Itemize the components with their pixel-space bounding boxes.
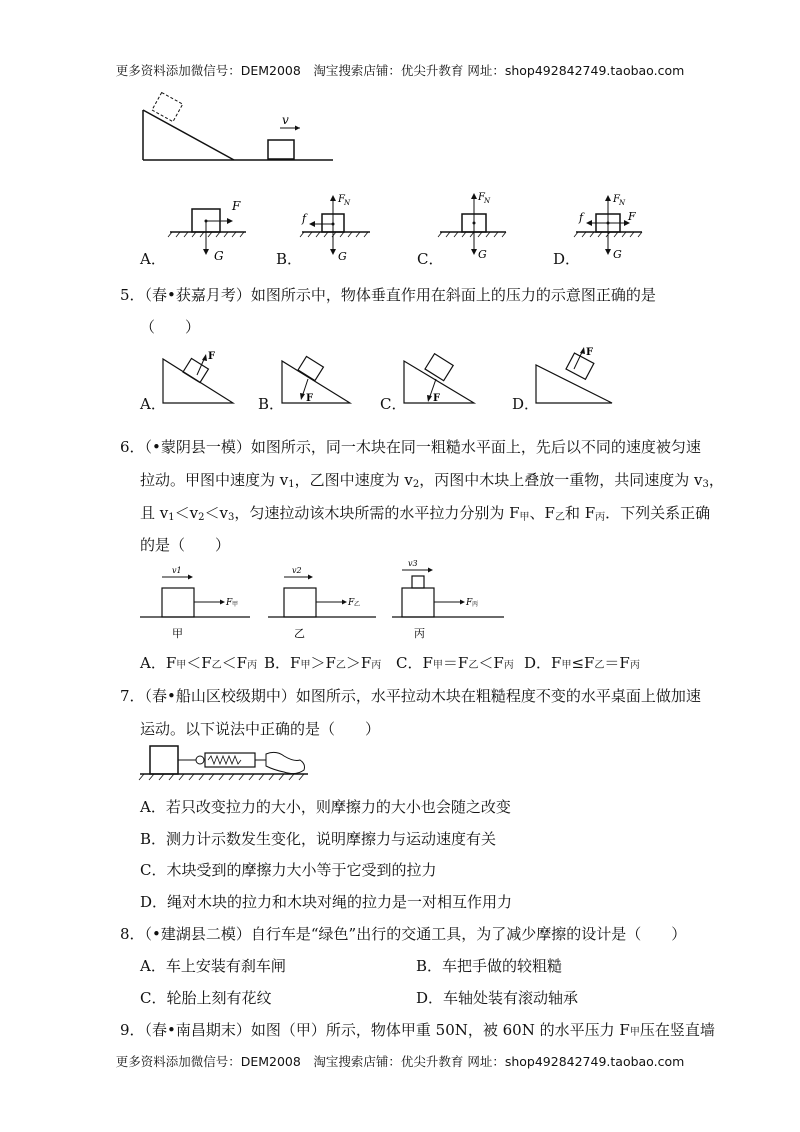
q6-stem-line1: 6．（•蒙阴县一模）如图所示，同一木块在同一粗糙水平面上，先后以不同的速度被匀速 bbox=[120, 438, 701, 456]
q6-option-a[interactable]: A．F甲＜F乙＜F丙 bbox=[140, 654, 258, 672]
svg-text:甲: 甲 bbox=[172, 627, 183, 640]
svg-text:F: F bbox=[586, 347, 594, 358]
svg-text:F: F bbox=[208, 351, 216, 362]
svg-text:v3: v3 bbox=[408, 559, 418, 568]
q5-option-c[interactable]: C． bbox=[380, 395, 407, 413]
svg-text:乙: 乙 bbox=[294, 627, 305, 640]
page-header: 更多资料添加微信号：DEM2008 淘宝搜索店铺：优尖升教育 网址：shop492842749.taobao.com bbox=[115, 63, 685, 78]
q5-stem-line1: 5．（春•获嘉月考）如图所示中，物体垂直作用在斜面上的压力的示意图正确的是 bbox=[120, 286, 656, 304]
svg-text:G: G bbox=[214, 249, 224, 263]
svg-text:N: N bbox=[619, 199, 626, 207]
q6-option-c[interactable]: C．F甲＝F乙＜F丙 bbox=[396, 654, 514, 672]
q4-option-d[interactable]: D． bbox=[553, 250, 581, 268]
svg-text:f: f bbox=[579, 211, 584, 224]
svg-text:F: F bbox=[466, 598, 473, 608]
svg-text:F: F bbox=[478, 192, 485, 203]
q4-option-c[interactable]: C． bbox=[417, 250, 444, 268]
svg-text:F: F bbox=[433, 393, 441, 404]
svg-text:丙: 丙 bbox=[414, 627, 425, 640]
q4-option-b[interactable]: B． bbox=[276, 250, 303, 268]
q7-option-c[interactable]: C．木块受到的摩擦力大小等于它受到的拉力 bbox=[140, 861, 437, 879]
q6-option-d[interactable]: D．F甲≤F乙＝F丙 bbox=[524, 654, 640, 672]
svg-text:v2: v2 bbox=[292, 566, 302, 575]
svg-text:F: F bbox=[306, 393, 314, 404]
svg-text:甲: 甲 bbox=[232, 601, 239, 608]
svg-text:G: G bbox=[478, 248, 487, 261]
spring-scale-figure bbox=[0, 738, 800, 788]
q7-option-a[interactable]: A．若只改变拉力的大小，则摩擦力的大小也会随之改变 bbox=[140, 798, 511, 816]
q6-stem-line4: 的是（ ） bbox=[140, 536, 231, 554]
q4-option-a[interactable]: A． bbox=[140, 250, 166, 268]
q6-figures bbox=[0, 560, 800, 645]
svg-text:F: F bbox=[348, 598, 355, 608]
svg-text:G: G bbox=[338, 250, 347, 263]
svg-text:N: N bbox=[484, 197, 491, 205]
svg-text:丙: 丙 bbox=[472, 601, 479, 608]
svg-text:F: F bbox=[232, 199, 241, 213]
q4-option-figures bbox=[0, 190, 800, 270]
q9-stem-line1: 9．（春•南昌期末）如图（甲）所示，物体甲重 50N，被 60N 的水平压力 F甲压在竖直墙 bbox=[120, 1021, 715, 1039]
svg-text:f: f bbox=[302, 212, 307, 225]
q7-stem-line2: 运动。以下说法中正确的是（ ） bbox=[140, 720, 381, 738]
q6-stem-line3: 且 $v_1<v_2<v_3$，匀速拉动该木块所需的水平拉力分别为 $F_甲$、$F_乙$和 $F_丙$．下列关系正确 bbox=[140, 504, 711, 523]
svg-text:N: N bbox=[344, 199, 351, 207]
svg-text:乙: 乙 bbox=[354, 601, 361, 608]
q6-stem-line2: 拉动。甲图中速度为 $v_1$，乙图中速度为 $v_2$，丙图中木块上叠放一重物，共同速度为 $v_3$， bbox=[140, 471, 724, 490]
svg-text:F: F bbox=[226, 598, 233, 608]
page-footer: 更多资料添加微信号：DEM2008 淘宝搜索店铺：优尖升教育 网址：shop492842749.taobao.com bbox=[115, 1054, 685, 1069]
svg-text:F: F bbox=[628, 210, 636, 223]
q8-option-c[interactable]: C．轮胎上刻有花纹 bbox=[140, 989, 272, 1007]
q5-option-a[interactable]: A． bbox=[140, 395, 166, 413]
q7-stem-line1: 7．（春•船山区校级期中）如图所示，水平拉动木块在粗糙程度不变的水平桌面上做加速 bbox=[120, 687, 701, 705]
q6-option-b[interactable]: B．F甲＞F乙＞F丙 bbox=[264, 654, 382, 672]
q7-option-d[interactable]: D．绳对木块的拉力和木块对绳的拉力是一对相互作用力 bbox=[140, 893, 513, 911]
svg-text:v1: v1 bbox=[172, 566, 182, 575]
svg-text:F: F bbox=[613, 194, 620, 205]
velocity-label: v bbox=[282, 113, 289, 127]
q8-stem: 8．（•建湖县二模）自行车是“绿色”出行的交通工具，为了减少摩擦的设计是（ ） bbox=[120, 925, 687, 943]
q5-option-d[interactable]: D． bbox=[512, 395, 540, 413]
q7-option-b[interactable]: B．测力计示数发生变化，说明摩擦力与运动速度有关 bbox=[140, 830, 497, 848]
ramp-figure bbox=[0, 90, 800, 190]
q5-stem-line2: （ ） bbox=[140, 318, 201, 336]
q8-option-d[interactable]: D．车轴处装有滚动轴承 bbox=[416, 989, 579, 1007]
q8-option-a[interactable]: A．车上安装有刹车闸 bbox=[140, 957, 286, 975]
q8-option-b[interactable]: B．车把手做的较粗糙 bbox=[416, 957, 563, 975]
q5-option-b[interactable]: B． bbox=[258, 395, 285, 413]
svg-text:G: G bbox=[613, 248, 622, 261]
svg-text:F: F bbox=[338, 194, 345, 205]
